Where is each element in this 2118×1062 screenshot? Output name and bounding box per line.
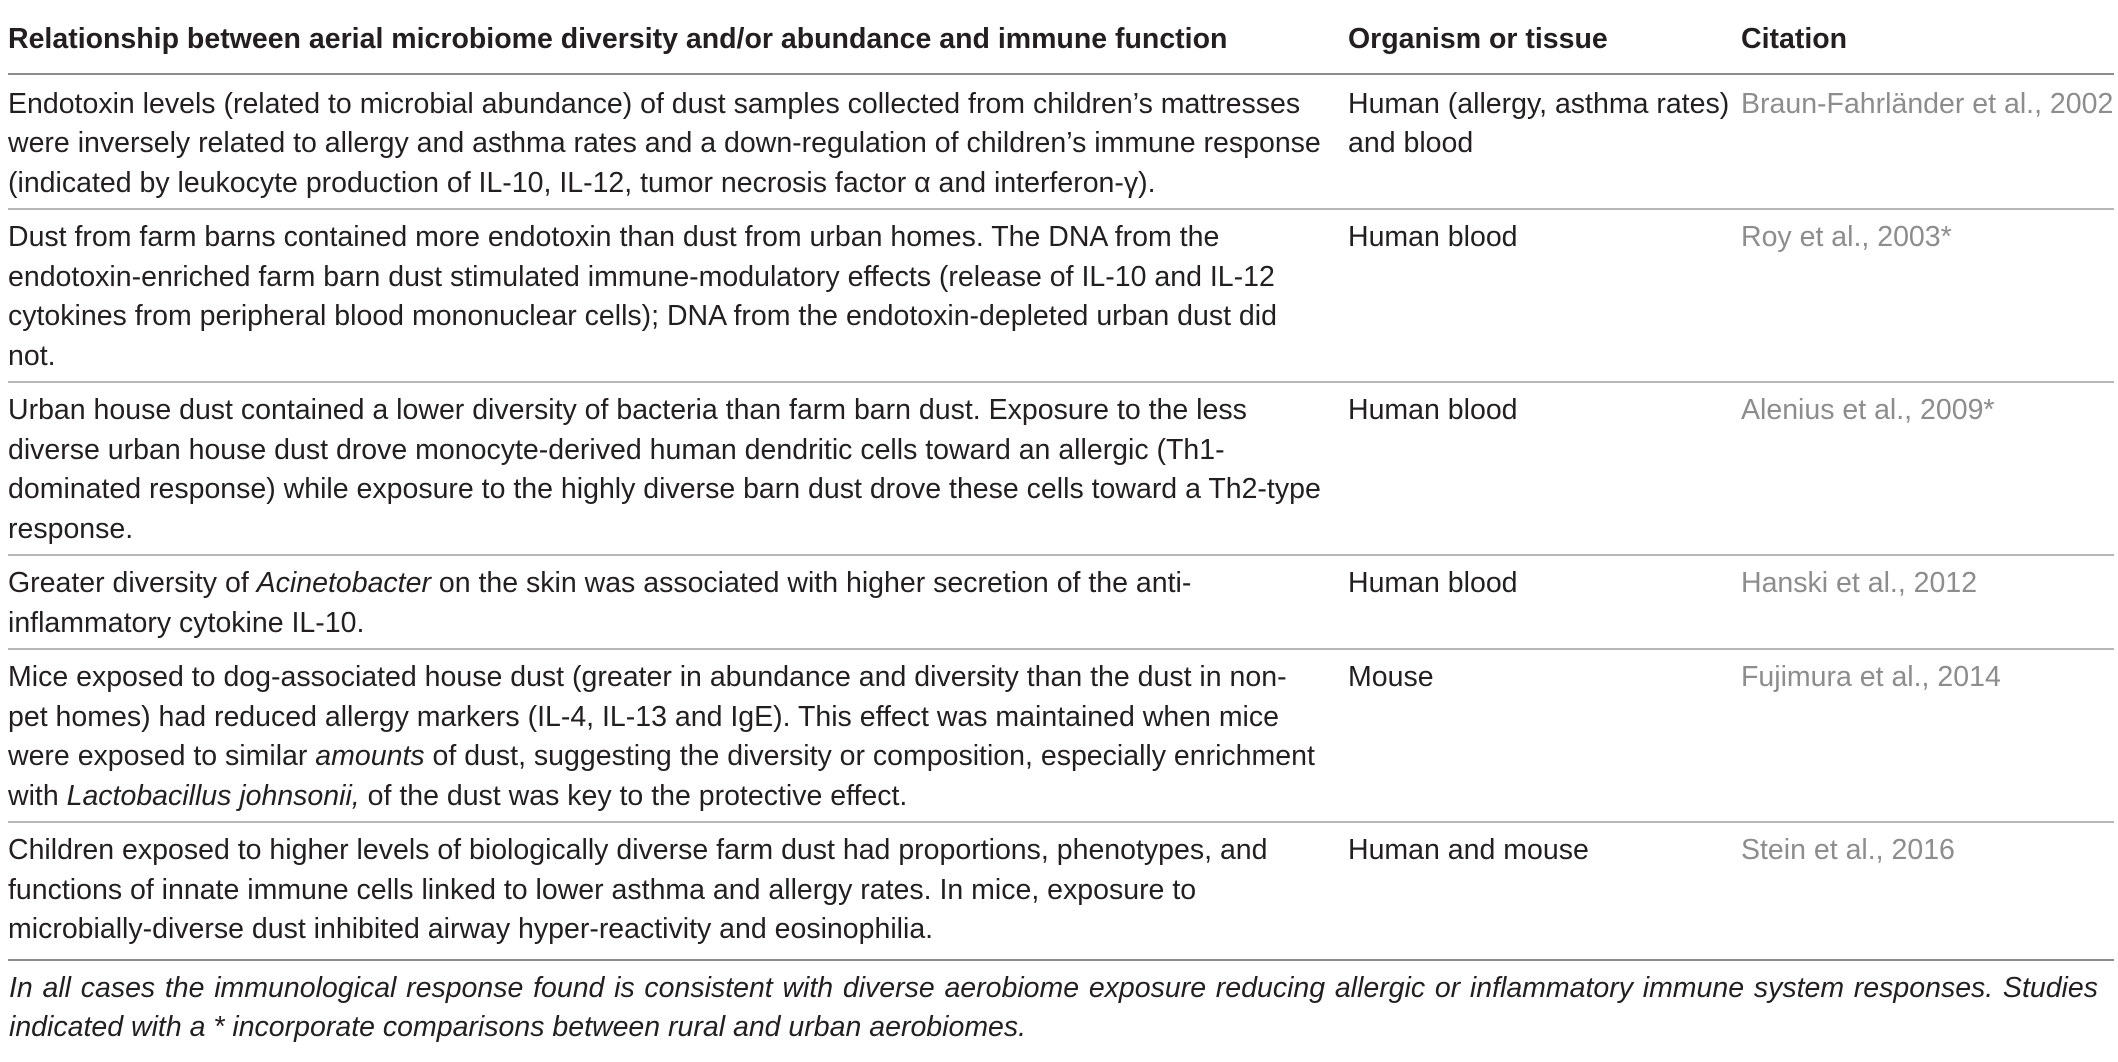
italic-text: Lactobacillus johnsonii, (66, 779, 360, 812)
table-row (8, 74, 2114, 210)
table-row (8, 649, 2114, 822)
text-segment: Dust from farm barns contained more endotoxin than dust from urban homes. The DNA from the endotoxin-enriched farm barn dust stimulated immune-modulatory effects (release of IL-10 and IL-12 cytokines from peripheral blood mononuclear cells); DNA from the endotoxin-depleted urban dust did not. (8, 221, 1277, 372)
organism-cell: Human (allergy, asthma rates) and blood (1348, 87, 1730, 159)
table-body (8, 74, 2114, 960)
data-table (8, 16, 2114, 1049)
organism-cell: Mouse (1348, 661, 1434, 693)
relationship-cell (8, 649, 1348, 822)
citation-link[interactable]: Braun-Fahrländer et al., 2002 (1741, 87, 2114, 120)
relationship-cell (8, 209, 1348, 382)
header-relationship: Relationship between aerial microbiome diversity and/or abundance and immune function (8, 23, 1228, 55)
text-segment: Urban house dust contained a lower diversity of bacteria than farm barn dust. Exposure to the less diverse urban house dust drove monocyte-derived human dendritic cells toward an allergic (Th1-dominated response) while exposure to the highly diverse barn dust drove these cells toward a Th2-type response. (8, 394, 1321, 545)
table-header-row (8, 16, 2114, 74)
citation-link[interactable]: Hanski et al., 2012 (1741, 567, 1978, 599)
relationship-cell (8, 555, 1348, 649)
organism-cell: Human and mouse (1348, 834, 1589, 866)
table-row (8, 382, 2114, 555)
relationship-cell (8, 822, 1348, 960)
table-row (8, 555, 2114, 649)
citation-link[interactable]: Stein et al., 2016 (1741, 834, 1955, 866)
relationship-cell (8, 382, 1348, 555)
citation-link[interactable]: Alenius et al., 2009* (1741, 394, 1995, 426)
organism-cell: Human blood (1348, 567, 1518, 599)
citation-link[interactable]: Roy et al., 2003* (1741, 221, 1952, 253)
citation-link[interactable]: Fujimura et al., 2014 (1741, 661, 2001, 693)
header-citation: Citation (1741, 23, 1848, 55)
table-footnote-row (8, 960, 2114, 1049)
italic-text: amounts (315, 740, 425, 772)
relationship-cell (8, 74, 1348, 210)
organism-cell: Human blood (1348, 394, 1518, 426)
table-footnote: In all cases the immunological response found is consistent with diverse aerobiome exposure reducing allergic or inflammatory immune system responses. Studies indicated with a * incorporate comparisons between rural and urban aerobiomes. (8, 960, 2114, 1049)
text-segment: of dust, suggesting the diversity or composition, especially enrichment with (8, 740, 1315, 812)
table-row (8, 209, 2114, 382)
text-segment: on the skin was associated with higher secretion of the anti-inflammatory cytokine IL-10. (8, 567, 1192, 639)
text-segment: Greater diversity of (8, 567, 257, 599)
text-segment: of the dust was key to the protective effect. (359, 779, 908, 812)
table-row (8, 822, 2114, 960)
text-segment: Children exposed to higher levels of biologically diverse farm dust had proportions, phenotypes, and functions of innate immune cells linked to lower asthma and allergy rates. In mice, exposure to microbially-diverse dust inhibited airway hyper-reactivity and eosinophilia. (8, 834, 1268, 945)
italic-text: Acinetobacter (256, 567, 431, 599)
text-segment: Mice exposed to dog-associated house dust (greater in abundance and diversity than the dust in non-pet homes) had reduced allergy markers (IL-4, IL-13 and IgE). This effect was maintained when mice were exposed to similar (8, 661, 1287, 772)
organism-cell: Human blood (1348, 221, 1518, 253)
text-segment: Endotoxin levels (related to microbial abundance) of dust samples collected from children’s mattresses were inversely related to allergy and asthma rates and a down-regulation of children’s immune response (indicated by leukocyte production of IL-10, IL-12, tumor necrosis factor α and interferon-γ). (8, 87, 1321, 199)
header-organism: Organism or tissue (1348, 23, 1608, 55)
